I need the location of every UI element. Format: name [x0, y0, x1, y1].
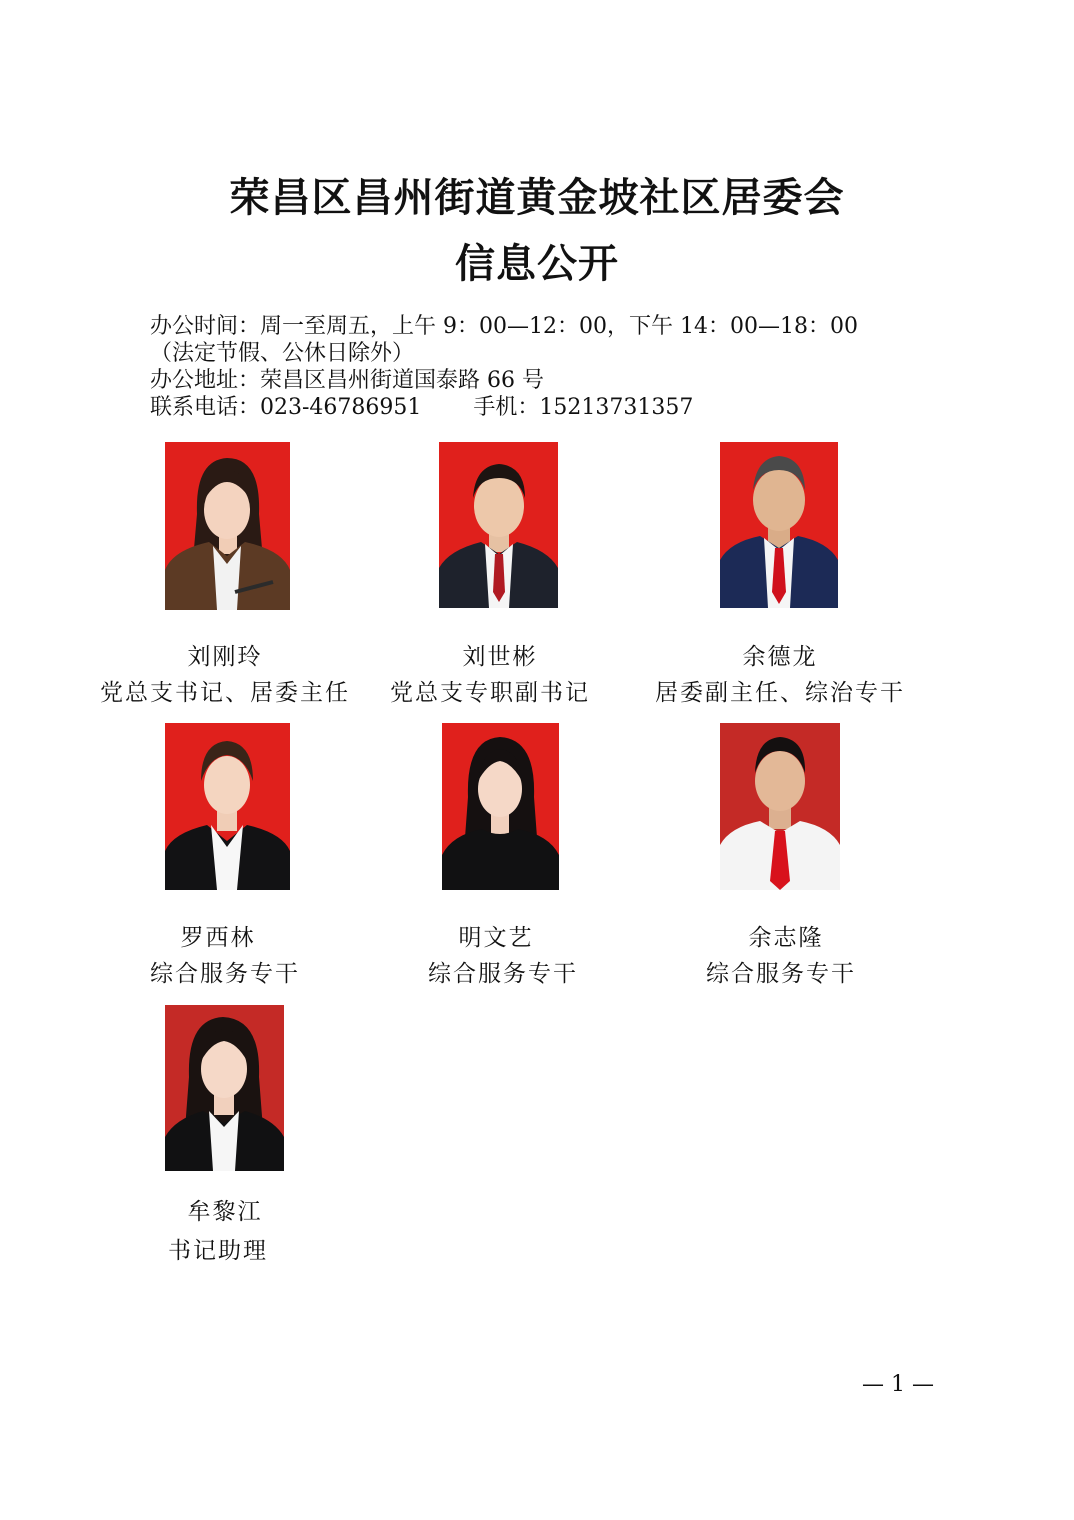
office-hours: 办公时间：周一至周五，上午 9：00—12：00，下午 14：00—18：00	[150, 314, 858, 339]
staff-photo-5	[442, 723, 559, 890]
staff-photo-7	[165, 1005, 284, 1171]
staff-photo-4	[165, 723, 290, 890]
staff-role-1: 党总支书记、居委主任	[100, 680, 350, 706]
staff-role-4: 综合服务专干	[150, 961, 300, 987]
staff-name-2: 刘世彬	[462, 644, 538, 670]
staff-photo-3	[720, 442, 838, 608]
contact-phone: 联系电话：023-46786951	[150, 395, 422, 420]
staff-photo-6	[720, 723, 840, 890]
contact-mobile: 手机：15213731357	[473, 395, 694, 420]
staff-name-7: 牟黎江	[187, 1199, 263, 1225]
office-hours-note: （法定节假、公休日除外）	[150, 341, 415, 366]
staff-photo-2	[439, 442, 558, 608]
page-title: 荣昌区昌州街道黄金坡社区居委会	[229, 174, 845, 221]
staff-role-7: 书记助理	[168, 1238, 268, 1264]
office-address: 办公地址：荣昌区昌州街道国泰路 66 号	[150, 368, 544, 393]
staff-role-3: 居委副主任、综治专干	[655, 680, 905, 706]
staff-role-6: 综合服务专干	[706, 961, 856, 987]
staff-name-1: 刘刚玲	[187, 644, 263, 670]
staff-role-2: 党总支专职副书记	[390, 680, 590, 706]
page-subtitle: 信息公开	[455, 240, 619, 287]
staff-name-6: 余志隆	[748, 925, 824, 951]
page-number: — 1 —	[862, 1372, 934, 1397]
staff-name-3: 余德龙	[742, 644, 818, 670]
contact-line	[150, 394, 693, 421]
staff-photo-1	[165, 442, 290, 610]
staff-name-4: 罗西林	[180, 925, 256, 951]
staff-name-5: 明文艺	[458, 925, 534, 951]
staff-role-5: 综合服务专干	[428, 961, 578, 987]
